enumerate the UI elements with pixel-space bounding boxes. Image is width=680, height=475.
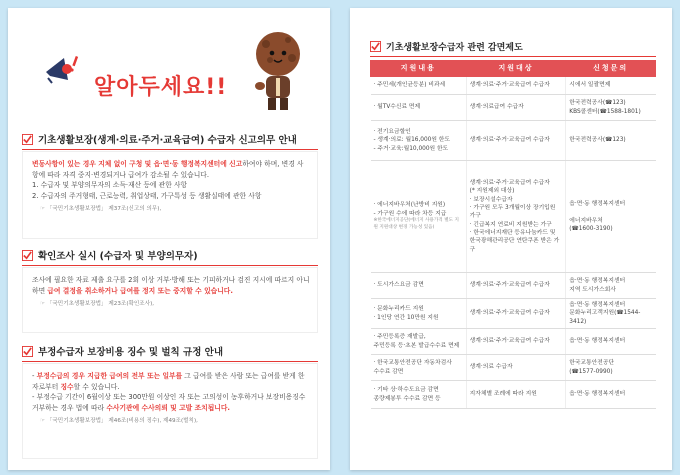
- support-content-text: · 도시가스요금 감면: [373, 282, 424, 289]
- section-text: [32, 159, 310, 180]
- right-page: [350, 8, 672, 470]
- table-row: [371, 381, 656, 409]
- section-header-penalty: [22, 344, 318, 362]
- support-content-cell: [371, 273, 467, 299]
- contact-cell: 한국전력공사(☎123) KBS콜센터(☎1588-1801): [566, 95, 656, 121]
- table-row: [371, 355, 656, 381]
- table-body: [371, 77, 656, 409]
- table-row: [371, 299, 656, 329]
- support-target-cell: 생계·의료·주거·교육급여 수급자: [466, 273, 566, 299]
- highlight-text: 징수: [60, 382, 74, 391]
- support-target-cell: 지자체별 조례에 따라 지원: [466, 381, 566, 409]
- section-title: 기초생활보장수급자 관련 감면제도: [386, 43, 523, 53]
- body-text: 하여야 하며, 변경 사항에 따라 자격 중지·변경되거나 급여가 감소될 수 있습니다.: [32, 160, 304, 179]
- bullet-item: - 부정수급의 경우 지급한 급여의 전부 또는 일부를 그 급여를 받은 사람 또는 급여를 받게 한 자로부터 징수할 수 있습니다.: [32, 372, 305, 391]
- support-content-text: · 전기요금할인 - 생계·의료: 월16,000원 한도 - 주거·교육:월10,000원 한도: [373, 128, 450, 152]
- support-target-cell: 생계·의료·주거·교육급여 수급자: [466, 299, 566, 329]
- support-content-text: · 한국교통안전공단 자동차검사 수수료 감면: [373, 360, 452, 375]
- support-content-cell: [371, 381, 467, 409]
- section-text: [32, 275, 310, 296]
- highlight-text: 급여 결정을 취소하거나 급여를 정지 또는 중지할 수 있습니다.: [47, 286, 233, 295]
- contact-cell: 읍·면·동 행정복지센터 지역 도시가스회사: [566, 273, 656, 299]
- section-header-verification: [22, 248, 318, 266]
- support-content-cell: [371, 329, 467, 355]
- section-body-penalty: [22, 363, 318, 459]
- table-row: [371, 329, 656, 355]
- law-reference: ☞ 「국민기초생활보장법」 제37조(신고의 의무),: [32, 205, 310, 214]
- support-content-text: · 주민등록증 재발급, 주민등록 등·초본 발급수수료 면제: [373, 334, 460, 349]
- table-row: [371, 95, 656, 121]
- column-header: 지원대상: [466, 61, 566, 77]
- bullet-item: - 부정수급 기간이 6월이상 또는 300만원 이상인 자 또는 고의성이 농후하거나 보장비용징수 거부하는 경우 법에 따라 수사기관에 수사의뢰 및 고발 조치됩니다.: [32, 393, 306, 412]
- megaphone-icon: [42, 54, 82, 84]
- support-content-cell: [371, 355, 467, 381]
- support-content-text: · 기타 상·하수도요금 감면 종량제봉투 수수료 감면 등: [373, 387, 441, 402]
- checkbox-icon: [22, 250, 33, 261]
- contact-cell: 시에서 일괄면제: [566, 77, 656, 95]
- list-item: 1. 수급자 및 부양의무자의 소득·재산 등에 관한 사항: [32, 181, 188, 190]
- contact-cell: 읍·면·동 행정복지센터: [566, 329, 656, 355]
- contact-cell: 한국전력공사(☎123): [566, 121, 656, 161]
- contact-cell: 한국교통안전공단 (☎1577-0990): [566, 355, 656, 381]
- body-text: 할 수 있습니다.: [73, 382, 120, 391]
- section-body-verification: [22, 267, 318, 333]
- body-text: 부정수급 기간이 6월이상 또는 300만원 이상인 자 또는 고의성이 농후하거나 보장비용징수 거부하는 경우 법에 따라: [32, 393, 306, 412]
- highlight-text: 부정수급의 경우 지급한 급여의 전부 또는 일부를: [36, 372, 183, 380]
- support-content-cell: [371, 299, 467, 329]
- checkbox-icon: [22, 346, 33, 357]
- support-target-cell: 생계·의료·주거·교육급여 수급자 (* 지원제외 대상) · 보장시설수급자 · 가구원 모두 3개월이상 장기입원 가구 · 긴급복지 연료비 지원받는 가구 · 한국에너지재단 등유나눔카드 및 한국광해관리공단 연탄쿠폰 받은 가구: [466, 161, 566, 273]
- support-content-cell: [371, 77, 467, 95]
- mascot-character: [248, 26, 312, 114]
- column-header: 지원내용: [371, 61, 467, 77]
- law-reference: ☞ 「국민기초생활보장법」 제46조(비용의 징수), 제49조(벌칙),: [32, 417, 310, 426]
- body-text: 그 급여를 받은 사람 또는 급여를 받게 한 자로부터: [32, 372, 305, 391]
- highlight-text: 수사기관에 수사의뢰 및 고발 조치됩니다.: [106, 403, 230, 412]
- support-target-cell: 생계·의료 수급자: [466, 355, 566, 381]
- section-title: 기초생활보장(생계·의료·주거·교육급여) 수급자 신고의무 안내: [38, 135, 297, 146]
- column-header: 신청문의: [566, 61, 656, 77]
- section-header-discounts: [370, 40, 656, 57]
- contact-cell: 읍·면·동 행정복지센터: [566, 381, 656, 409]
- contact-cell: 읍·면·동 행정복지센터 문화누리고객지원(☎1544-3412): [566, 299, 656, 329]
- section-title: 확인조사 실시 (수급자 및 부양의무자): [38, 251, 198, 262]
- support-target-cell: 생계·의료·주거·교육급여 수급자: [466, 77, 566, 95]
- support-content-text: · 월TV수신료 면제: [373, 104, 421, 111]
- support-content-cell: [371, 95, 467, 121]
- table-row: [371, 77, 656, 95]
- table-header-row: [371, 61, 656, 77]
- law-reference: ☞ 「국민기초생활보장법」 제23조(확인조사),: [32, 300, 310, 309]
- section-header-report-duty: [22, 132, 318, 150]
- support-target-cell: 생계·의료급여 수급자: [466, 95, 566, 121]
- section-body-report-duty: [22, 151, 318, 239]
- list-item: 2. 수급자의 주거형태, 근로능력, 취업상태, 가구특성 등 생활실태에 관한 사항: [32, 191, 262, 200]
- table-row: [371, 161, 656, 273]
- hero-title: 알아두세요!!: [94, 75, 228, 100]
- support-target-cell: 생계·의료·주거·교육급여 수급자: [466, 329, 566, 355]
- contact-cell: 읍·면·동 행정복지센터 에너지바우처 (☎1600-3190): [566, 161, 656, 273]
- section-title: 부정수급자 보장비용 징수 및 벌칙 규정 안내: [38, 347, 224, 358]
- checkbox-icon: [22, 134, 33, 145]
- checkbox-icon: [370, 41, 381, 52]
- support-content-cell: [371, 121, 467, 161]
- support-content-text: · 주민세(개인균등분) 비과세: [373, 82, 446, 89]
- table-row: [371, 121, 656, 161]
- support-content-text: · 에너지바우처(난방비 지원) - 가구원 수에 따라 차등 지급: [373, 202, 447, 217]
- left-page: [8, 8, 330, 470]
- discount-table: [370, 60, 656, 409]
- support-target-cell: 생계·의료·주거·교육급여 수급자: [466, 121, 566, 161]
- body-text: 조사에 필요한 자료 제출 요구를 2회 이상 거부·방해 또는 기피하거나 검진 지시에 따르지 아니하면: [32, 276, 310, 295]
- table-row: [371, 273, 656, 299]
- highlight-text: 변동사항이 있는 경우 지체 없이 구청 및 읍·면·동 행정복지센터에 신고: [32, 160, 243, 168]
- footnote-text: ※한국에너지공단(에너지 사용가격 별도 지원 지원대상 변경 가능성 있음): [373, 218, 459, 230]
- support-content-text: · 문화누리카드 지원 · 1인당 연간 10만원 지원: [373, 306, 439, 321]
- support-content-cell: [371, 161, 467, 273]
